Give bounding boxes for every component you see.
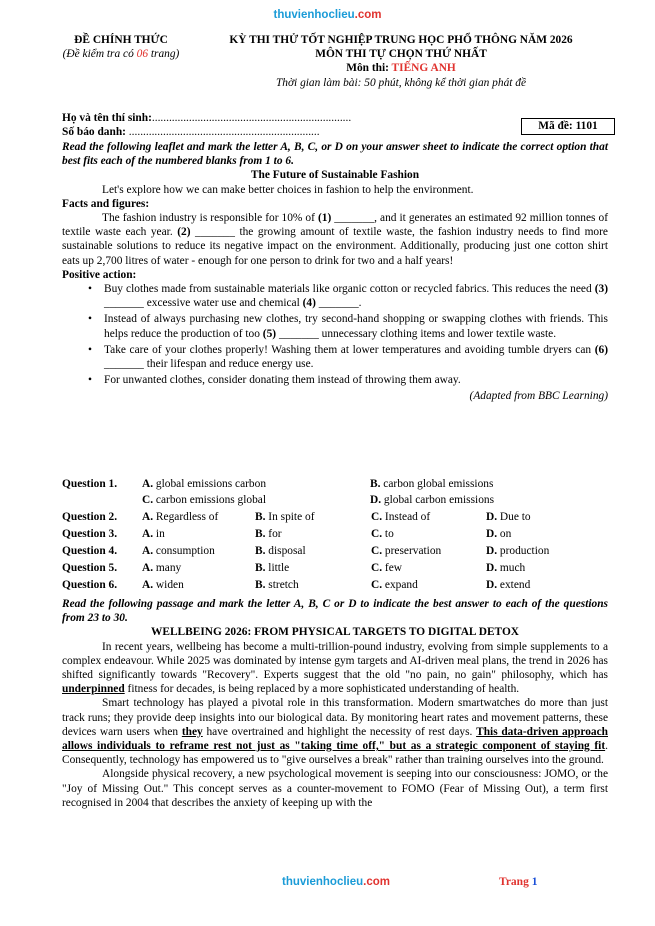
header-left (38, 33, 204, 61)
option-letter: A. (142, 528, 154, 540)
official-label: ĐỀ CHÍNH THỨC (74, 34, 168, 46)
candidate-info (62, 111, 362, 139)
underlined-sentence: This data-driven approach allows individuals to reframe rest not just as "taking time off," but as a strategic component of staying fit (62, 725, 608, 753)
answer-option[interactable] (142, 477, 266, 491)
footer-watermark (282, 875, 390, 889)
option-text: in (153, 528, 165, 540)
answer-option[interactable] (486, 527, 511, 541)
passage-paragraph-3: Alongside physical recovery, a new psychological movement is seeping into our consciousness: JOMO, or the "Joy of Missing Out." This concept serves as a counter-movement to FOMO (Fear of Missing Out), a term first recognised in 2004 that describes the anxiety of keeping up with the (62, 768, 608, 809)
option-text: carbon global emissions (380, 478, 494, 490)
question-label: Question 1. (62, 478, 118, 490)
option-letter: C. (371, 579, 383, 591)
underlined-word: underpinned (62, 683, 125, 696)
p2-text-a: Smart technology has played a pivotal role in this transformation. Modern smartwatches do more than just track runs; they provide deep insights into our biological data. By monitoring heart rates and movement patterns, these devices warn users when (62, 697, 608, 738)
bullet-2-text-b: _______ unnecessary clothing items and lower textile waste. (276, 327, 557, 340)
option-text: In spite of (265, 511, 315, 523)
id-label: Số báo danh: (62, 126, 129, 139)
answer-option[interactable] (142, 578, 184, 592)
p1-text-a: In recent years, wellbeing has become a multi-trillion-pound industry, evolving from simple supplements to a complex endeavour. While 2025 was dominated by intense gym targets and AI-driven meal plans, the trend in 2026 has shifted significantly towards "Recovery". Experts suggest that the old "no pain, no gain" philosophy, which has (62, 640, 608, 682)
option-text: much (497, 562, 526, 574)
option-letter: D. (486, 528, 498, 540)
answer-option[interactable] (371, 578, 418, 592)
page-num: 1 (531, 876, 538, 888)
option-letter: B. (370, 478, 381, 490)
bullet-icon: • (88, 283, 92, 296)
option-text: consumption (153, 545, 215, 557)
answer-option[interactable] (486, 544, 549, 558)
passage-title: WELLBEING 2026: FROM PHYSICAL TARGETS TO DIGITAL DETOX (150, 626, 520, 639)
exam-code: Mã đề: 1101 (538, 120, 598, 132)
bullet-1-text-c: _______. (315, 297, 362, 310)
list-item (62, 282, 608, 310)
option-letter: D. (486, 562, 498, 574)
option-text: for (265, 528, 282, 540)
answer-option[interactable] (142, 510, 218, 524)
facts-text-2: _______, and it generates an estimated 92 million tonnes of textile waste each year. (62, 212, 608, 239)
option-text: little (265, 562, 290, 574)
positive-list (62, 282, 608, 387)
pages-suffix: trang) (148, 48, 180, 61)
page-label: Trang (499, 876, 532, 888)
answer-option[interactable] (371, 561, 402, 575)
blank-6: (6) (594, 343, 608, 356)
footer-watermark-suffix: .com (363, 876, 390, 888)
answer-option[interactable] (255, 544, 306, 558)
bullet-icon: • (88, 343, 92, 356)
leaflet-title: The Future of Sustainable Fashion (250, 169, 420, 182)
question-label: Question 5. (62, 562, 118, 574)
option-letter: B. (255, 511, 266, 523)
bullet-1-text-a: Buy clothes made from sustainable materials like organic cotton or recycled fabrics. This reduces the need (104, 283, 595, 296)
bullet-2-text-a: Instead of always purchasing new clothes, try second-hand shopping or swapping clothes with friends. This helps reduce the production of too (104, 313, 608, 340)
subject-label: Môn thi: (346, 62, 392, 75)
leaflet-source: (Adapted from BBC Learning) (469, 390, 608, 403)
top-watermark (0, 8, 655, 22)
option-text: Regardless of (153, 511, 219, 523)
page-number (499, 875, 537, 889)
question-label: Question 6. (62, 579, 118, 591)
bullet-icon: • (88, 374, 92, 387)
option-text: Due to (497, 511, 531, 523)
option-text: Instead of (382, 511, 431, 523)
question-row (62, 510, 622, 526)
option-text: widen (153, 579, 184, 591)
question-row (62, 477, 622, 493)
list-item (62, 312, 608, 340)
answer-option[interactable] (371, 510, 430, 524)
option-text: expand (382, 579, 418, 591)
option-text: carbon emissions global (153, 494, 267, 506)
p1-text-b: fitness for decades, is being replaced by a more sophisticated understanding of health. (124, 683, 520, 696)
option-letter: A. (142, 545, 154, 557)
exam-subtitle: MÔN THI TỰ CHỌN THỨ NHẤT (315, 48, 487, 61)
question-row (62, 578, 622, 594)
option-letter: B. (255, 528, 266, 540)
question-row (62, 561, 622, 577)
option-text: to (382, 528, 394, 540)
header-right (196, 33, 606, 90)
option-letter: B. (255, 579, 266, 591)
option-letter: B. (255, 545, 266, 557)
section-2-instruction: Read the following passage and mark the letter A, B, C or D to indicate the best answer to each of the questions from 23 to 30. (62, 598, 608, 625)
time-note: Thời gian làm bài: 50 phút, không kể thời gian phát đề (275, 76, 527, 89)
option-letter: A. (142, 579, 154, 591)
facts-paragraph (62, 211, 608, 268)
positive-heading: Positive action: (62, 268, 137, 281)
question-row (62, 544, 622, 560)
exam-code-box (521, 118, 615, 135)
section-1 (62, 140, 608, 404)
question-row (62, 527, 622, 543)
list-item (62, 343, 608, 371)
option-text: global carbon emissions (381, 494, 495, 506)
list-item (62, 373, 608, 387)
p2-text-c: . Consequently, technology has empowered us to "give ourselves a break" rather than training ourselves into the ground. (62, 740, 608, 767)
option-letter: B. (255, 562, 266, 574)
option-text: few (382, 562, 403, 574)
facts-text-1: The fashion industry is responsible for 10% of (102, 212, 318, 225)
p2-text-b: have overtrained and highlight the necessity of rest days. (202, 725, 477, 738)
leaflet-intro: Let's explore how we can make better choices in fashion to help the environment. (102, 183, 474, 196)
option-letter: C. (371, 562, 383, 574)
answer-option[interactable] (255, 527, 282, 541)
subject-name: TIẾNG ANH (391, 62, 456, 75)
option-letter: A. (142, 478, 154, 490)
answer-option[interactable] (255, 510, 315, 524)
option-text: production (497, 545, 550, 557)
bullet-3-text-a: Take care of your clothes properly! Washing them at lower temperatures and avoiding tumble dryers can (104, 343, 595, 356)
passage-paragraph-2 (62, 696, 608, 767)
name-label: Họ và tên thí sinh: (62, 112, 152, 124)
answer-option[interactable] (370, 477, 493, 491)
option-text: on (497, 528, 512, 540)
option-letter: A. (142, 511, 154, 523)
watermark-suffix: .com (354, 9, 382, 21)
option-letter: D. (486, 511, 498, 523)
facts-heading: Facts and figures: (62, 197, 150, 210)
question-row (62, 493, 622, 509)
option-text: preservation (382, 545, 442, 557)
pages-note (38, 47, 204, 61)
option-letter: C. (142, 494, 154, 506)
section-2 (62, 597, 608, 810)
option-text: stretch (265, 579, 299, 591)
blank-1: (1) (317, 212, 332, 225)
option-letter: A. (142, 562, 154, 574)
facts-text-3: _______ the growing amount of textile waste, the fashion industry needs to find more sustainable solutions to reduce its negative impact on the environment. Additionally, producing just one cotton shirt eats up 2,700 litres of water - enough for one person to drink for two and a half years! (62, 226, 608, 267)
passage-paragraph-1 (62, 640, 608, 697)
answer-option[interactable] (142, 544, 215, 558)
pages-prefix: (Đề kiểm tra có (62, 48, 137, 61)
section-1-instruction: Read the following leaflet and mark the letter A, B, C, or D on your answer sheet to indicate the correct option that best fits each of the numbered blanks from 1 to 6. (62, 141, 608, 168)
question-label: Question 4. (62, 545, 118, 557)
option-text: disposal (265, 545, 306, 557)
bullet-1-text-b: _______ excessive water use and chemical (104, 297, 303, 310)
answer-option[interactable] (142, 527, 165, 541)
blank-2: (2) (177, 226, 191, 239)
bullet-4-text: For unwanted clothes, consider donating them instead of throwing them away. (104, 374, 461, 387)
answer-option[interactable] (370, 493, 494, 507)
bullet-3-text-b: _______ their lifespan and reduce energy use. (104, 358, 314, 371)
blank-5: (5) (262, 327, 277, 340)
option-text: global emissions carbon (153, 478, 267, 490)
question-label: Question 2. (62, 511, 118, 523)
answer-option[interactable] (371, 544, 441, 558)
option-letter: C. (371, 511, 383, 523)
watermark-text: thuvienhoclieu (273, 9, 355, 21)
option-letter: C. (371, 528, 383, 540)
name-field: ...................................................................... (151, 112, 352, 124)
answer-option[interactable] (486, 578, 530, 592)
option-letter: D. (370, 494, 382, 506)
answer-option[interactable] (371, 527, 394, 541)
answer-option[interactable] (255, 578, 299, 592)
answer-option[interactable] (486, 510, 531, 524)
question-label: Question 3. (62, 528, 118, 540)
option-letter: C. (371, 545, 383, 557)
bullet-icon: • (88, 313, 92, 326)
answer-option[interactable] (486, 561, 525, 575)
option-text: many (153, 562, 182, 574)
answer-option[interactable] (255, 561, 289, 575)
subject-line (196, 61, 606, 75)
footer-watermark-text: thuvienhoclieu (282, 876, 364, 888)
underlined-they: they (181, 725, 203, 738)
exam-title: KỲ THI THỬ TỐT NGHIỆP TRUNG HỌC PHỔ THÔNG NĂM 2026 (229, 34, 573, 46)
id-field: ................................................................... (128, 126, 320, 139)
blank-3: (3) (594, 283, 608, 296)
option-letter: D. (486, 579, 498, 591)
pages-number: 06 (136, 48, 149, 61)
answer-option[interactable] (142, 561, 181, 575)
blank-4: (4) (302, 297, 316, 310)
answer-option[interactable] (142, 493, 266, 507)
option-letter: D. (486, 545, 498, 557)
option-text: extend (497, 579, 531, 591)
